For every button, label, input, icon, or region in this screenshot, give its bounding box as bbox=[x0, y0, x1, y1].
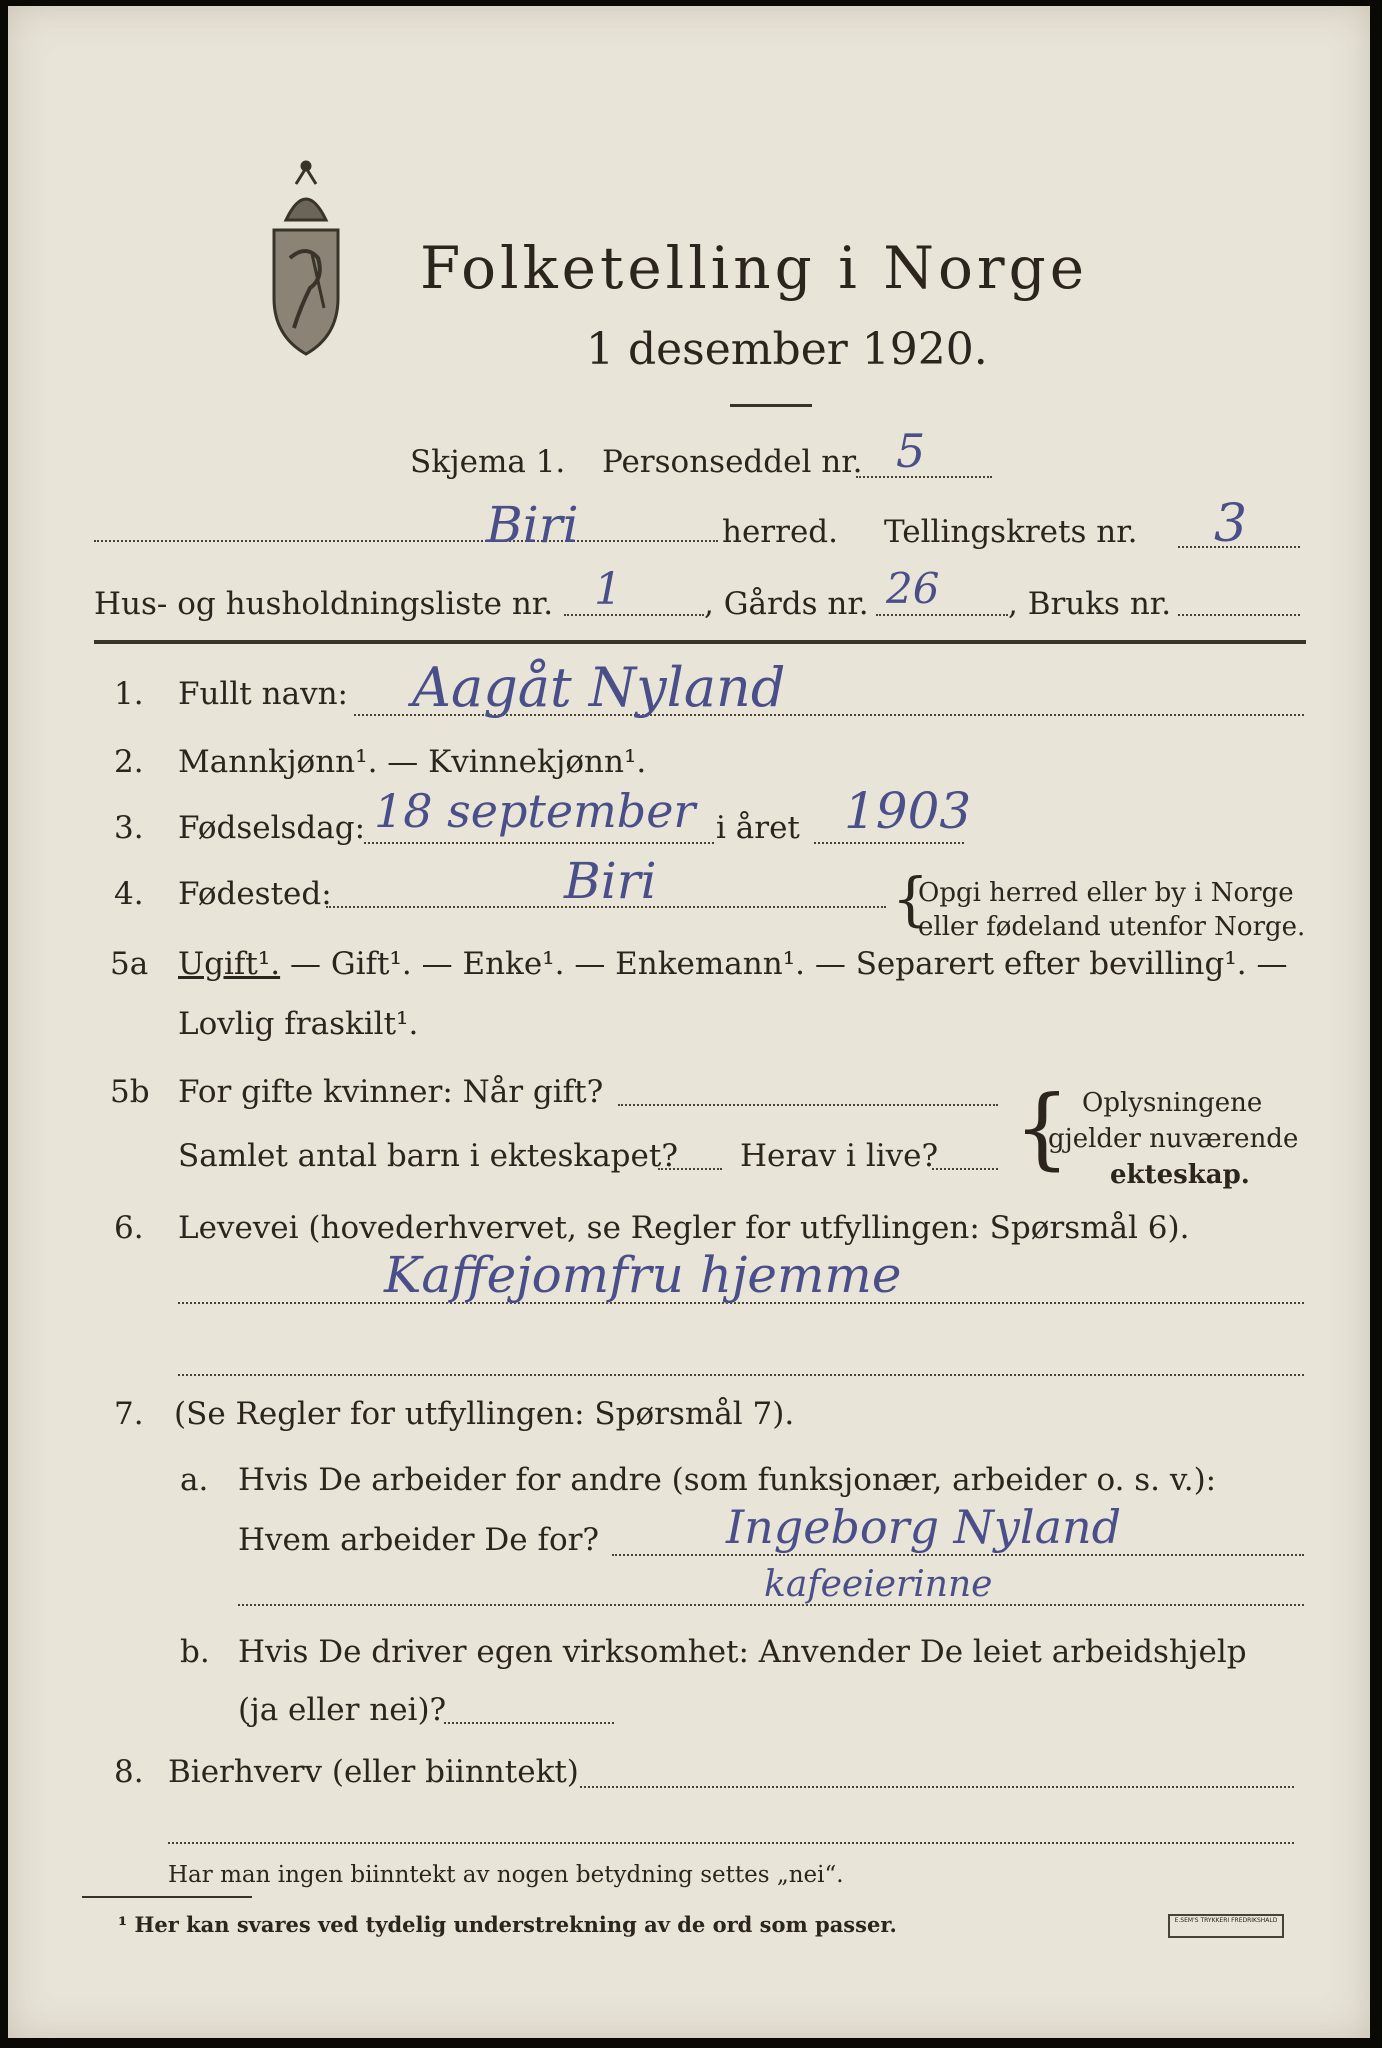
q4-number: 4. bbox=[114, 876, 144, 912]
q4-note-line2: eller fødeland utenfor Norge. bbox=[918, 912, 1306, 942]
gards-label: , Gårds nr. bbox=[704, 586, 869, 622]
q5a-ugift[interactable]: Ugift¹. bbox=[178, 946, 281, 982]
census-form-page bbox=[8, 6, 1370, 2038]
q5b-alive-label: Herav i live? bbox=[740, 1138, 939, 1174]
q3-value[interactable]: 18 september bbox=[374, 784, 696, 838]
q1-label: Fullt navn: bbox=[178, 676, 348, 712]
form-title: Folketelling i Norge bbox=[420, 234, 1089, 302]
q5b-number: 5b bbox=[110, 1074, 150, 1110]
printer-stamp-text: E.SEM'S TRYKKERI FREDRIKSHALD bbox=[1174, 1917, 1278, 1924]
q5b-children-label: Samlet antal barn i ekteskapet? bbox=[178, 1138, 678, 1174]
q6-value[interactable]: Kaffejomfru hjemme bbox=[384, 1246, 902, 1304]
q1-value[interactable]: Aagåt Nyland bbox=[412, 656, 786, 719]
q8-line1 bbox=[580, 1786, 1294, 1788]
q4-brace: { bbox=[892, 865, 929, 933]
herred-line bbox=[94, 540, 718, 542]
q5a-line2: Lovlig fraskilt¹. bbox=[178, 1006, 419, 1042]
q5b-note3: ekteskap. bbox=[1110, 1160, 1250, 1190]
q7-label: (Se Regler for utfyllingen: Spørsmål 7). bbox=[174, 1396, 795, 1432]
q3-year-value[interactable]: 1903 bbox=[844, 782, 972, 840]
q7-number: 7. bbox=[114, 1396, 144, 1432]
q3-year-label: i året bbox=[716, 810, 800, 846]
q7b-line1: Hvis De driver egen virksomhet: Anvender De leiet arbeidshjelp bbox=[238, 1634, 1247, 1670]
q3-year-line bbox=[814, 842, 964, 844]
q7a-line1: Hvis De arbeider for andre (som funksjonær, arbeider o. s. v.): bbox=[238, 1462, 1217, 1498]
q3-number: 3. bbox=[114, 810, 144, 846]
q8-label: Bierhverv (eller biinntekt) bbox=[168, 1754, 579, 1790]
norway-coat-of-arms-icon bbox=[254, 158, 358, 358]
q5b-when-line bbox=[618, 1104, 998, 1106]
q7b-answer-line bbox=[444, 1722, 614, 1724]
q7b-line2: (ja eller nei)? bbox=[238, 1692, 447, 1728]
q6-number: 6. bbox=[114, 1210, 144, 1246]
q8-note: Har man ingen biinntekt av nogen betydning settes „nei“. bbox=[168, 1862, 844, 1888]
q7a-letter: a. bbox=[180, 1462, 209, 1498]
q4-label: Fødested: bbox=[178, 876, 332, 912]
q4-note-line1: Opgi herred eller by i Norge bbox=[918, 878, 1294, 908]
bruks-line bbox=[1178, 614, 1300, 616]
q5b-alive-line bbox=[932, 1168, 998, 1170]
printer-stamp bbox=[1168, 1914, 1284, 1938]
hus-line bbox=[564, 614, 704, 616]
footnote-rule bbox=[82, 1896, 252, 1898]
q7b-letter: b. bbox=[180, 1634, 210, 1670]
herred-value[interactable]: Biri bbox=[486, 496, 579, 554]
personseddel-label: Personseddel nr. bbox=[602, 444, 863, 480]
q5b-line1: For gifte kvinner: Når gift? bbox=[178, 1074, 604, 1110]
bruks-label: , Bruks nr. bbox=[1008, 586, 1172, 622]
q1-number: 1. bbox=[114, 676, 144, 712]
form-date: 1 desember 1920. bbox=[586, 324, 988, 375]
q6-label: Levevei (hovederhvervet, se Regler for utfyllingen: Spørsmål 6). bbox=[178, 1210, 1190, 1246]
personseddel-value[interactable]: 5 bbox=[896, 424, 926, 478]
tellingskrets-value[interactable]: 3 bbox=[1214, 494, 1248, 554]
header-rule bbox=[94, 640, 1306, 644]
q5a-options: — Gift¹. — Enke¹. — Enkemann¹. — Separert efter bevilling¹. — bbox=[290, 946, 1288, 982]
gards-line bbox=[876, 614, 1008, 616]
q3-line bbox=[364, 842, 714, 844]
q7a-employer-line bbox=[612, 1554, 1304, 1556]
q5b-note2: gjelder nuværende bbox=[1048, 1124, 1299, 1154]
tellingskrets-label: Tellingskrets nr. bbox=[884, 514, 1138, 550]
skjema-label: Skjema 1. bbox=[410, 444, 566, 480]
herred-label: herred. bbox=[722, 514, 838, 550]
q3-label: Fødselsdag: bbox=[178, 810, 366, 846]
q7a-line2: Hvem arbeider De for? bbox=[238, 1522, 600, 1558]
q8-number: 8. bbox=[114, 1754, 144, 1790]
hus-value[interactable]: 1 bbox=[594, 564, 622, 615]
q7a-employer-value[interactable]: Ingeborg Nyland bbox=[726, 1500, 1122, 1554]
q2-label: Mannkjønn¹. — Kvinnekjønn¹. bbox=[178, 744, 647, 780]
q8-line2 bbox=[168, 1842, 1294, 1844]
hus-label: Hus- og husholdningsliste nr. bbox=[94, 586, 554, 622]
q2-number: 2. bbox=[114, 744, 144, 780]
q5b-children-line bbox=[658, 1168, 722, 1170]
q5b-note1: Oplysningene bbox=[1082, 1088, 1263, 1118]
q7a-employer-title-value[interactable]: kafeeierinne bbox=[764, 1564, 993, 1605]
footnote: ¹ Her kan svares ved tydelig understrekning av de ord som passer. bbox=[118, 1912, 897, 1937]
q4-value[interactable]: Biri bbox=[564, 852, 657, 910]
q5a-number: 5a bbox=[110, 946, 149, 982]
title-divider bbox=[730, 404, 812, 407]
gards-value[interactable]: 26 bbox=[886, 564, 940, 613]
q6-line2 bbox=[178, 1374, 1304, 1376]
q5b-brace: { bbox=[1014, 1076, 1070, 1179]
